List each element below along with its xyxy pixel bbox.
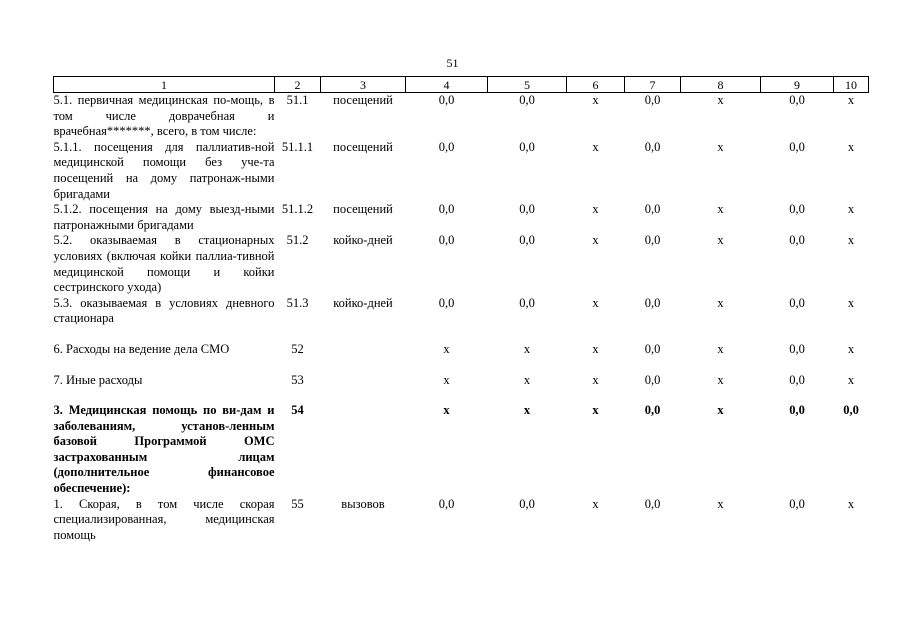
cell-col4: 0,0	[438, 295, 455, 310]
table-row	[54, 342, 869, 358]
row-unit: посещений	[333, 139, 393, 154]
cell-col8: х	[717, 233, 724, 248]
col-header-9: 9	[761, 77, 834, 93]
col-header-3: 3	[321, 77, 406, 93]
data-table	[53, 76, 869, 543]
table-row-section	[54, 403, 869, 497]
row-description: 1. Скорая, в том числе скорая специализированная, медицинская помощь	[53, 496, 275, 542]
col-header-8: 8	[681, 77, 761, 93]
row-code: 52	[291, 341, 304, 356]
table-row	[54, 233, 869, 295]
col-header-5: 5	[488, 77, 567, 93]
cell-col10: х	[847, 496, 855, 511]
cell-col10: х	[847, 202, 855, 217]
cell-col7: 0,0	[644, 372, 661, 387]
row-spacer	[54, 388, 869, 403]
col-header-10: 10	[834, 77, 869, 93]
cell-col10: х	[847, 139, 855, 154]
cell-col9: 0,0	[789, 139, 805, 154]
cell-col6: х	[592, 202, 599, 217]
row-description: 5.3. оказываемая в условиях дневного стационара	[53, 295, 275, 326]
col-header-6: 6	[567, 77, 625, 93]
row-unit	[321, 342, 406, 358]
table-row	[54, 140, 869, 202]
cell-col7: 0,0	[644, 139, 661, 154]
cell-col8: х	[717, 496, 724, 511]
row-unit	[321, 403, 406, 497]
cell-col5: 0,0	[519, 496, 535, 511]
col-header-4: 4	[406, 77, 488, 93]
cell-col4: х	[443, 372, 450, 387]
cell-col10: х	[847, 372, 855, 387]
row-description: 6. Расходы на ведение дела СМО	[53, 341, 230, 356]
cell-col4: 0,0	[438, 496, 455, 511]
cell-col6: х	[592, 496, 599, 511]
cell-col7: 0,0	[644, 93, 661, 107]
cell-col9: 0,0	[789, 341, 805, 356]
cell-col4: х	[443, 403, 450, 418]
page-number: 51	[446, 56, 459, 70]
table-row	[54, 373, 869, 389]
cell-col4: х	[443, 341, 450, 356]
cell-col7: 0,0	[644, 341, 661, 356]
row-code: 51.2	[286, 233, 309, 248]
cell-col10: х	[847, 341, 855, 356]
row-spacer	[54, 358, 869, 373]
cell-col5: 0,0	[519, 93, 535, 107]
row-unit: койко-дней	[333, 295, 393, 310]
row-code: 54	[291, 403, 304, 418]
row-description: 5.1.2. посещения на дому выезд-ными патронажными бригадами	[53, 202, 275, 232]
cell-col9: 0,0	[789, 295, 805, 310]
row-unit: вызовов	[341, 496, 385, 511]
cell-col4: 0,0	[438, 139, 455, 154]
cell-col7: 0,0	[644, 233, 661, 248]
cell-col8: х	[717, 93, 724, 107]
cell-col5: 0,0	[519, 139, 535, 154]
cell-col10: 0,0	[843, 403, 859, 418]
cell-col5: х	[523, 372, 531, 387]
cell-col5: 0,0	[519, 202, 535, 217]
cell-col6: х	[592, 233, 599, 248]
table-row	[54, 296, 869, 327]
row-code: 55	[291, 496, 304, 511]
header-row	[54, 77, 869, 93]
cell-col4: 0,0	[438, 93, 455, 107]
cell-col6: х	[592, 93, 599, 107]
row-unit: койко-дней	[333, 233, 393, 248]
row-unit: посещений	[333, 93, 393, 107]
row-description: 7. Иные расходы	[53, 372, 143, 387]
col-header-2: 2	[275, 77, 321, 93]
cell-col8: х	[717, 139, 724, 154]
row-code: 51.1	[286, 93, 309, 107]
row-code: 51.1.2	[281, 202, 314, 217]
row-unit	[321, 373, 406, 389]
cell-col4: 0,0	[438, 202, 455, 217]
cell-col5: х	[523, 403, 531, 418]
cell-col6: х	[592, 403, 599, 418]
row-unit: посещений	[333, 202, 393, 217]
cell-col8: х	[717, 202, 724, 217]
row-description: 3. Медицинская помощь по ви-дам и заболеваниям, установ-ленным базовой Программой ОМС застрахованным лицам (дополнительное финансовое обеспечение):	[53, 403, 275, 496]
cell-col4: 0,0	[438, 233, 455, 248]
cell-col5: х	[523, 341, 531, 356]
cell-col8: х	[717, 295, 724, 310]
cell-col10: х	[847, 295, 855, 310]
row-code: 51.3	[286, 295, 309, 310]
row-description: 5.1.1. посещения для паллиатив-ной медицинской помощи без уче-та посещений на дому патронаж-ными бригадами	[53, 139, 275, 201]
row-description: 5.2. оказываемая в стационарных условиях (включая койки паллиа-тивной медицинской помощи и койки сестринского ухода)	[53, 233, 275, 295]
row-description: 5.1. первичная медицинская по-мощь, в том числе доврачебная и врачебная*******, всего, в том числе:	[53, 93, 275, 139]
col-header-7: 7	[625, 77, 681, 93]
cell-col9: 0,0	[789, 202, 805, 217]
cell-col8: х	[717, 341, 724, 356]
cell-col6: х	[592, 295, 599, 310]
cell-col6: х	[592, 372, 599, 387]
cell-col6: х	[592, 341, 599, 356]
row-spacer	[54, 327, 869, 342]
cell-col7: 0,0	[644, 295, 661, 310]
cell-col8: х	[717, 372, 724, 387]
table-row	[54, 497, 869, 544]
cell-col9: 0,0	[789, 372, 805, 387]
cell-col10: х	[847, 233, 855, 248]
cell-col7: 0,0	[644, 496, 661, 511]
cell-col9: 0,0	[789, 496, 805, 511]
cell-col7: 0,0	[644, 403, 661, 418]
col-header-1: 1	[54, 77, 275, 93]
cell-col5: 0,0	[519, 295, 535, 310]
cell-col5: 0,0	[519, 233, 535, 248]
row-code: 51.1.1	[281, 139, 314, 154]
table-row	[54, 202, 869, 233]
row-code: 53	[291, 372, 304, 387]
cell-col9: 0,0	[789, 403, 805, 418]
cell-col9: 0,0	[789, 93, 805, 107]
cell-col9: 0,0	[789, 233, 805, 248]
cell-col7: 0,0	[644, 202, 661, 217]
cell-col8: х	[717, 403, 724, 418]
cell-col6: х	[592, 139, 599, 154]
table-row	[54, 93, 869, 140]
cell-col10: х	[847, 93, 855, 107]
